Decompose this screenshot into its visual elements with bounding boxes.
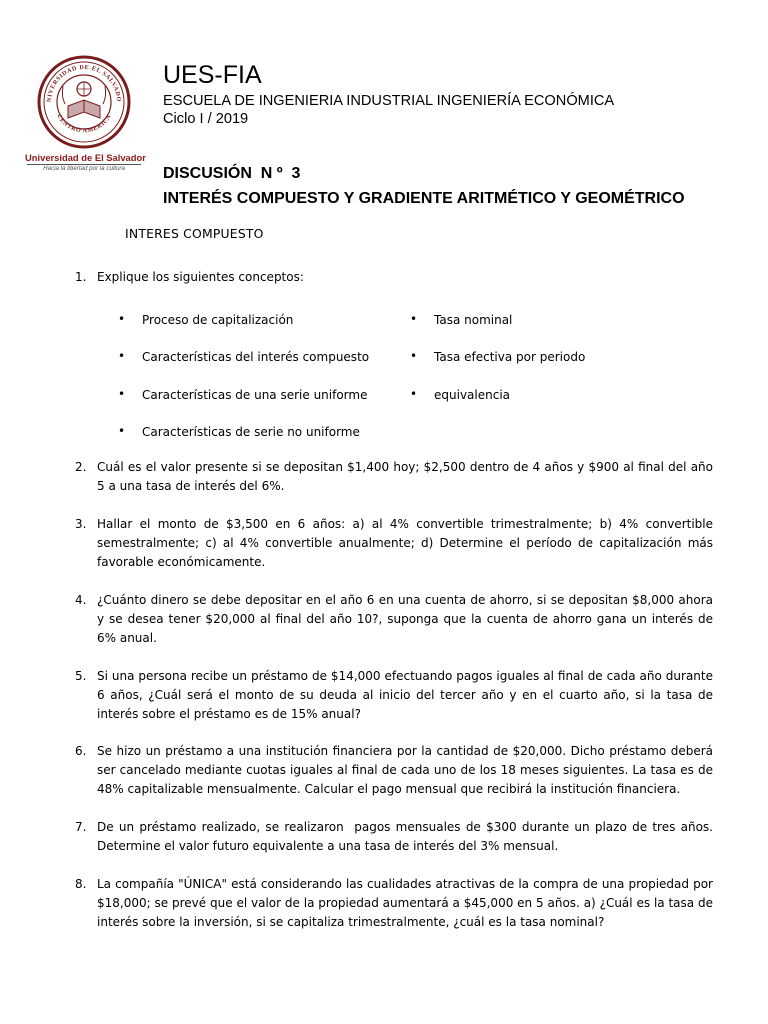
question-item bbox=[75, 875, 713, 932]
concept-bullet-item bbox=[118, 424, 360, 440]
concept-label: Características de serie no uniforme bbox=[142, 425, 360, 439]
bullet-icon: • bbox=[118, 312, 126, 326]
question-text: Hallar el monto de $3,500 en 6 años: a) al 4% convertible trimestralmente; b) 4% convertible semestralmente; c) al 4% convertible anualmente; d) Determine el período de capitalización más favorable económicamente. bbox=[97, 517, 713, 569]
concept-bullet-item bbox=[410, 312, 512, 328]
concept-label: Características de una serie uniforme bbox=[142, 388, 368, 402]
concept-label: Tasa efectiva por periodo bbox=[434, 350, 586, 364]
concept-bullet-item bbox=[410, 349, 585, 365]
bullet-icon: • bbox=[410, 349, 418, 363]
question-number: 3. bbox=[75, 517, 87, 531]
seal-text-bottom: CENTRO AMERICA bbox=[55, 113, 113, 135]
discussion-topic: INTERÉS COMPUESTO Y GRADIENTE ARITMÉTICO Y GEOMÉTRICO bbox=[163, 190, 685, 207]
bullet-icon: • bbox=[410, 387, 418, 401]
question-number: 1. bbox=[75, 270, 87, 284]
question-item bbox=[75, 268, 713, 287]
page-title: UES-FIA bbox=[163, 61, 262, 89]
question-text: Si una persona recibe un préstamo de $14,000 efectuando pagos iguales al final de cada año durante 6 años, ¿Cuál será el monto de su deuda al inicio del tercer año y en el cuarto año, si la tasa de interés sobre el préstamo es de 15% anual? bbox=[97, 669, 713, 721]
university-name: Universidad de El Salvador bbox=[25, 152, 146, 163]
question-item bbox=[75, 458, 713, 496]
question-number: 2. bbox=[75, 460, 87, 474]
university-seal-icon bbox=[25, 52, 143, 152]
concept-bullet-item bbox=[118, 387, 367, 403]
question-text: Se hizo un préstamo a una institución financiera por la cantidad de $20,000. Dicho préstamo deberá ser cancelado mediante cuotas iguales al final de cada uno de los 18 meses siguientes. La tasa es de 48% capitalizable mensualmente. Calcular el pago mensual que recibirá la institución financiera. bbox=[97, 744, 713, 796]
concept-bullet-item bbox=[410, 387, 510, 403]
question-text: La compañía "ÚNICA" está considerando las cualidades atractivas de la compra de una propiedad por $18,000; se prevé que el valor de la propiedad aumentará a $45,000 en 5 años. a) ¿Cuál es la tasa de interés sobre la inversión, si se capitaliza trimestralmente, ¿cuál es la tasa nominal? bbox=[97, 877, 713, 929]
bullet-icon: • bbox=[118, 424, 126, 438]
question-number: 4. bbox=[75, 593, 87, 607]
question-item bbox=[75, 591, 713, 648]
question-text: De un préstamo realizado, se realizaron pagos mensuales de $300 durante un plazo de tres años. Determine el valor futuro equivalente a una tasa de interés del 3% mensual. bbox=[97, 820, 717, 853]
concept-label: equivalencia bbox=[434, 388, 511, 402]
discussion-number: DISCUSIÓN N º 3 bbox=[163, 165, 301, 182]
question-number: 6. bbox=[75, 744, 87, 758]
question-item bbox=[75, 667, 713, 724]
course-cycle: Ciclo I / 2019 bbox=[163, 111, 249, 127]
concept-label: Tasa nominal bbox=[434, 313, 513, 327]
question-text: Cuál es el valor presente si se depositan $1,400 hoy; $2,500 dentro de 4 años y $900 al final del año 5 a una tasa de interés del 6%. bbox=[97, 460, 713, 493]
question-text: Explique los siguientes conceptos: bbox=[97, 270, 304, 284]
bullet-icon: • bbox=[410, 312, 418, 326]
concept-bullet-item bbox=[118, 349, 369, 365]
concept-label: Características del interés compuesto bbox=[142, 350, 370, 364]
bullet-icon: • bbox=[118, 387, 126, 401]
question-number: 8. bbox=[75, 877, 87, 891]
concept-bullet-item bbox=[118, 312, 293, 328]
school-name: ESCUELA DE INGENIERIA INDUSTRIAL INGENIERÍA ECONÓMICA bbox=[163, 93, 615, 109]
university-logo bbox=[25, 52, 146, 174]
concept-label: Proceso de capitalización bbox=[142, 313, 294, 327]
question-text: ¿Cuánto dinero se debe depositar en el año 6 en una cuenta de ahorro, si se depositan $8,000 ahora y se desea tener $20,000 al final del año 10?, suponga que la cuenta de ahorro gana un interés de 6% anual. bbox=[97, 593, 713, 645]
question-number: 5. bbox=[75, 669, 87, 683]
question-item bbox=[75, 742, 713, 799]
university-motto: Hacia la libertad por la cultura bbox=[43, 165, 125, 172]
question-number: 7. bbox=[75, 820, 87, 834]
seal-text-top: NIVERSIDAD DE EL SALVADO bbox=[45, 63, 123, 103]
question-item bbox=[75, 515, 713, 572]
question-item bbox=[75, 818, 717, 856]
bullet-icon: • bbox=[118, 349, 126, 363]
section-heading: INTERES COMPUESTO bbox=[125, 226, 264, 241]
